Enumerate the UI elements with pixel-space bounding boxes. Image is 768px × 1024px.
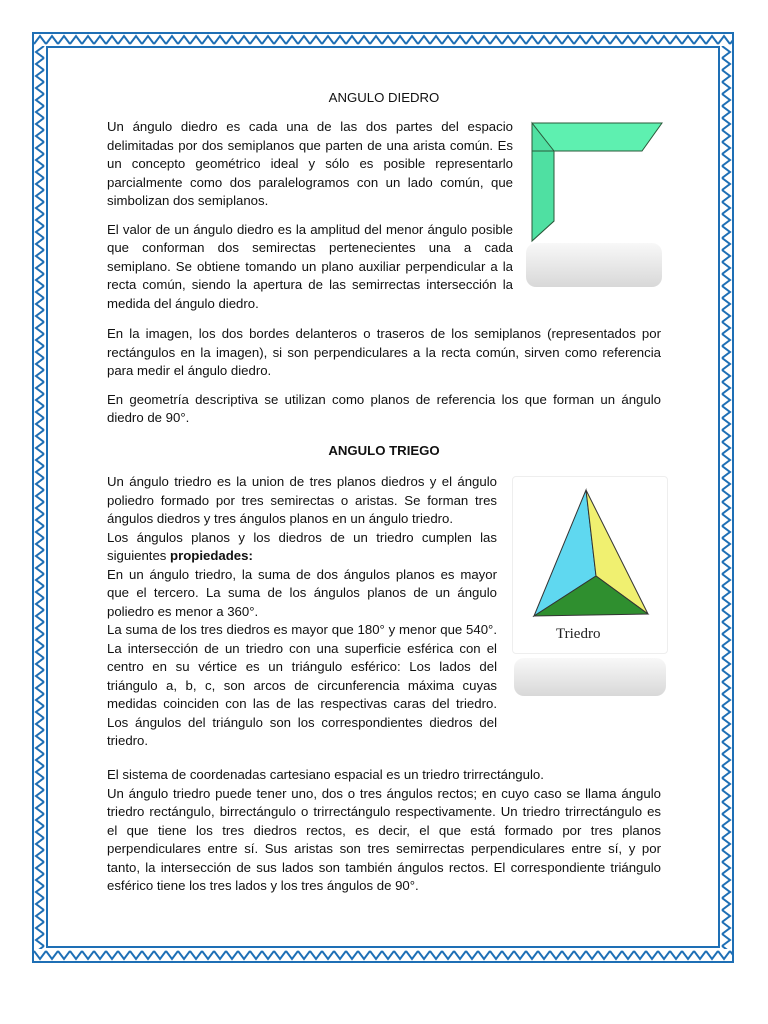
heading-angulo-triego: ANGULO TRIEGO bbox=[328, 443, 440, 458]
properties-intro: Los ángulos planos y los diedros de un triedro cumplen las siguientes bbox=[107, 529, 497, 563]
border-top-band bbox=[34, 34, 732, 46]
properties-bold: propiedades: bbox=[170, 548, 253, 563]
paragraph: En un ángulo triedro, la suma de dos ángulos planos es mayor que el tercero. La suma de los ángulos planos de un ángulo poliedro es menor a 360°. bbox=[107, 566, 497, 619]
dihedral-angle-diagram bbox=[524, 117, 664, 247]
figure-pedestal bbox=[514, 658, 666, 696]
diedro-intro-text bbox=[107, 118, 513, 313]
diedro-body-text bbox=[107, 325, 661, 428]
paragraph bbox=[107, 529, 497, 566]
border-bottom-band bbox=[34, 949, 732, 961]
paragraph: La suma de los tres diedros es mayor que 180° y menor que 540°. La intersección de un triedro con una superficie esférica con el centro en su vértice es un triángulo esférico: Los lados del triángulo a, b, c, son arcos de circunferencia máxima cuyas medidas coinciden con las de las respectivas caras del triedro. Los ángulos del triángulo son los correspondientes diedros del triedro. bbox=[107, 622, 497, 748]
trihedral-angle-diagram bbox=[512, 476, 666, 626]
paragraph: El valor de un ángulo diedro es la amplitud del menor ángulo posible que conforman dos semirectas pertenecientes una a cada semiplano. Se obtiene tomando un plano auxiliar perpendicular a la recta común, siendo la apertura de las semirrectas intersección la medida del ángulo diedro. bbox=[107, 221, 513, 311]
triedro-body-text bbox=[107, 766, 661, 896]
triedro-figure bbox=[512, 476, 668, 696]
paragraph: En la imagen, los dos bordes delanteros o traseros de los semiplanos (representados por rectángulos en la imagen), si son perpendiculares a la recta común, sirven como referencia para medir el ángulo diedro. bbox=[107, 326, 661, 378]
paragraph: Un ángulo diedro es cada una de las dos partes del espacio delimitadas por dos semiplanos que parten de una arista común. Es un concepto geométrico ideal y sólo es posible representarlo parcialmente como dos paralelogramos con un lado común, que simbolizan dos semiplanos. bbox=[107, 119, 513, 208]
paragraph: Un ángulo triedro puede tener uno, dos o tres ángulos rectos; en cuyo caso se llama ángulo triedro rectángulo, birrectángulo o trirrectángulo respectivamente. Un triedro trirrectángulo es el que tiene los tres diedros rectos, es decir, el que está formado por tres planos perpendiculares entre sí. Sus aristas son tres semirrectas perpendiculares entre sí, y por tanto, la intersección de sus lados son también ángulos rectos. El correspondiente triángulo esférico tiene los tres lados y los tres ángulos de 90°. bbox=[107, 785, 661, 893]
triedro-intro-text bbox=[107, 473, 497, 751]
diedro-figure bbox=[524, 117, 664, 287]
paragraph: En geometría descriptiva se utilizan como planos de referencia los que forman un ángulo diedro de 90°. bbox=[107, 391, 661, 425]
triedro-caption: Triedro bbox=[556, 626, 601, 642]
figure-pedestal bbox=[526, 243, 662, 287]
paragraph: El sistema de coordenadas cartesiano espacial es un triedro trirrectángulo. bbox=[107, 767, 544, 782]
border-left-band bbox=[34, 46, 46, 949]
border-right-band bbox=[720, 46, 732, 949]
paragraph: Un ángulo triedro es la union de tres planos diedros y el ángulo poliedro formado por tres semirectas o aristas. Se forman tres ángulos diedros y tres ángulos planos en un ángulo triedro. bbox=[107, 474, 497, 526]
heading-angulo-diedro: ANGULO DIEDRO bbox=[328, 90, 440, 105]
